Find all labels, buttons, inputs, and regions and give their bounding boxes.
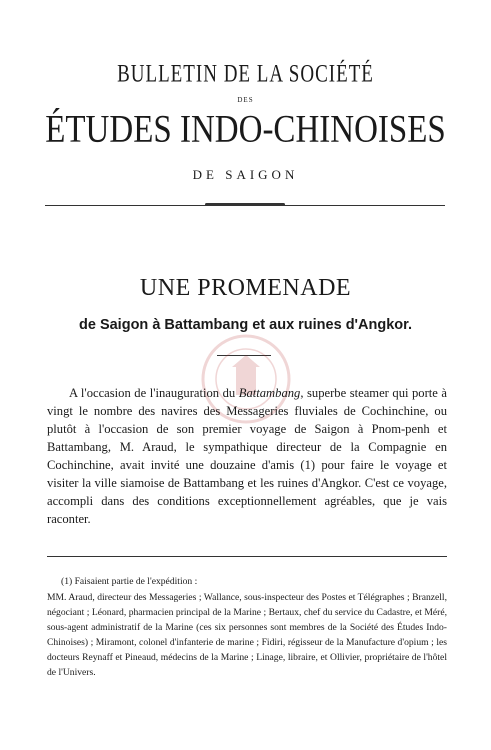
header-rule-ornament	[205, 203, 285, 206]
ship-name: Battambang	[238, 386, 301, 400]
footnote-heading: (1) Faisaient partie de l'expédition :	[61, 576, 198, 587]
paragraph-text-b: , superbe steamer qui porte à vingt le nombre des navires des Messageries fluviales de Cochinchine, ou plutôt à l'occasion de son premier voyage de Saigon à Pnom-penh et Battambang, M. Araud, le sympathique directeur de la Compagnie en Cochinchine, avait invité une douzaine d'amis (1) pour faire le voyage et visiter la ville siamoise de Battambang et les ruines d'Angkor. C'est ce voyage, accompli dans des conditions exceptionnellement agréables, que je vais raconter.	[47, 386, 447, 526]
journal-title-des: DES	[237, 96, 254, 104]
article-title: UNE PROMENADE	[139, 275, 352, 301]
paragraph-text-a: A l'occasion de l'inauguration du	[69, 386, 239, 400]
footnote-body: MM. Araud, directeur des Messageries ; Wallance, sous-inspecteur des Postes et Télégraphes ; Branzell, négociant ; Léonard, pharmacien principal de la Marine ; Bertaux, chef du service du Cadastre, et Méré, sous-agent administratif de la Marine (ces six personnes sont membres de la Société des Études Indo-Chinoises) ; Miramont, colonel d'infanterie de marine ; Fidiri, régisseur de la Manufacture d'opium ; les docteurs Reynaff et Pineaud, médecins de la Marine ; Linage, libraire, et Ollivier, propriétaire de l'hôtel de l'Univers.	[47, 592, 447, 678]
journal-title-line1: BULLETIN DE LA SOCIÉTÉ	[117, 60, 374, 89]
footnote-rule	[47, 556, 447, 557]
article-subtitle: de Saigon à Battambang et aux ruines d'Angkor.	[79, 317, 412, 333]
journal-title-city: DE SAIGON	[192, 167, 299, 182]
footnote	[47, 574, 447, 680]
article-paragraph	[47, 384, 447, 528]
journal-title-main: ÉTUDES INDO-CHINOISES	[45, 108, 446, 152]
